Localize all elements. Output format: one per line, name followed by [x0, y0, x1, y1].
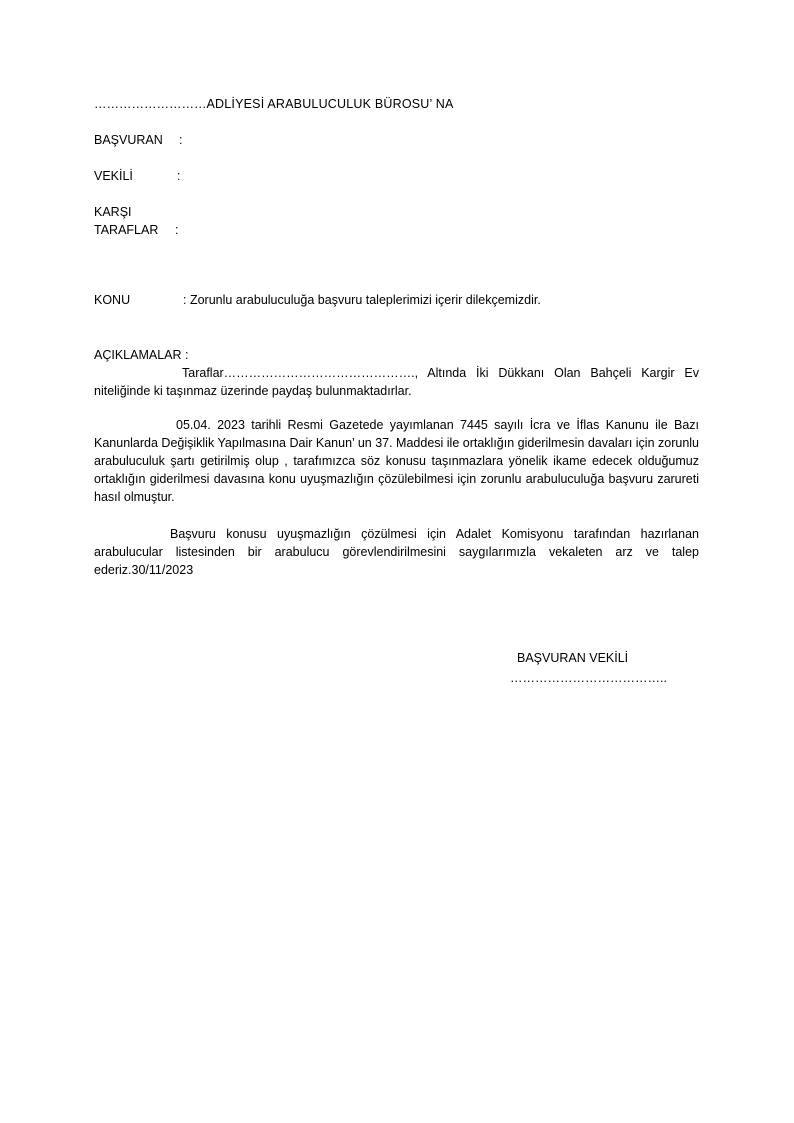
counterparty-label-line2: TARAFLAR	[94, 223, 159, 237]
court-name-placeholder: ………………………	[94, 97, 207, 111]
applicant-colon: :	[179, 133, 183, 147]
attorney-colon: :	[177, 169, 181, 183]
signature-title: BAŞVURAN VEKİLİ	[517, 651, 629, 665]
paragraph-text: Başvuru konusu uyuşmazlığın çözülmesi için Adalet Komisyonu tarafından hazırlanan arabulucular listesinden bir arabulucu görevlendirilmesini saygılarımızla vekaleten arz ve talep ederiz.30/11/2023	[94, 527, 699, 577]
explanations-paragraph-2	[94, 416, 699, 506]
attorney-row	[94, 167, 133, 185]
signature-line: ………………………………..	[510, 671, 667, 685]
explanations-paragraph-1	[94, 364, 699, 400]
addressee-heading	[94, 95, 453, 113]
counterparty-label-line1: KARŞI	[94, 205, 132, 219]
counterparty-row-line1	[94, 203, 132, 221]
paragraph-text: Taraflar………………………………………., Altında İki Dükkanı Olan Bahçeli Kargir Ev niteliğinde ki taşınmaz üzerinde paydaş bulunmaktadırlar.	[94, 366, 699, 398]
paragraph-text: 05.04. 2023 tarihli Resmi Gazetede yayımlanan 7445 sayılı İcra ve İflas Kanunu ile Bazı Kanunlarda Değişiklik Yapılmasına Dair Kanun’ un 37. Maddesi ile ortaklığın giderilmesin davaları için zorunlu arabuluculuk şartı getirilmiş olup , tarafımızca söz konusu taşınmazlara yönelik ikame edecek olduğumuz ortaklığın giderilmesi davasına konu uyuşmazlığın çözülebilmesi için zorunlu arabuluculuğa başvuru zarureti hasıl olmuştur.	[94, 418, 699, 504]
subject-text: : Zorunlu arabuluculuğa başvuru taleplerimizi içerir dilekçemizdir.	[183, 293, 541, 307]
counterparty-row-line2	[94, 221, 158, 239]
attorney-label: VEKİLİ	[94, 169, 133, 183]
subject-label: KONU	[94, 293, 131, 307]
explanations-label: AÇIKLAMALAR :	[94, 348, 189, 362]
applicant-label: BAŞVURAN	[94, 133, 163, 147]
explanations-paragraph-3	[94, 525, 699, 579]
court-office-name: ADLİYESİ ARABULUCULUK BÜROSU’ NA	[206, 97, 454, 111]
counterparty-colon: :	[175, 223, 179, 237]
applicant-row	[94, 131, 163, 149]
